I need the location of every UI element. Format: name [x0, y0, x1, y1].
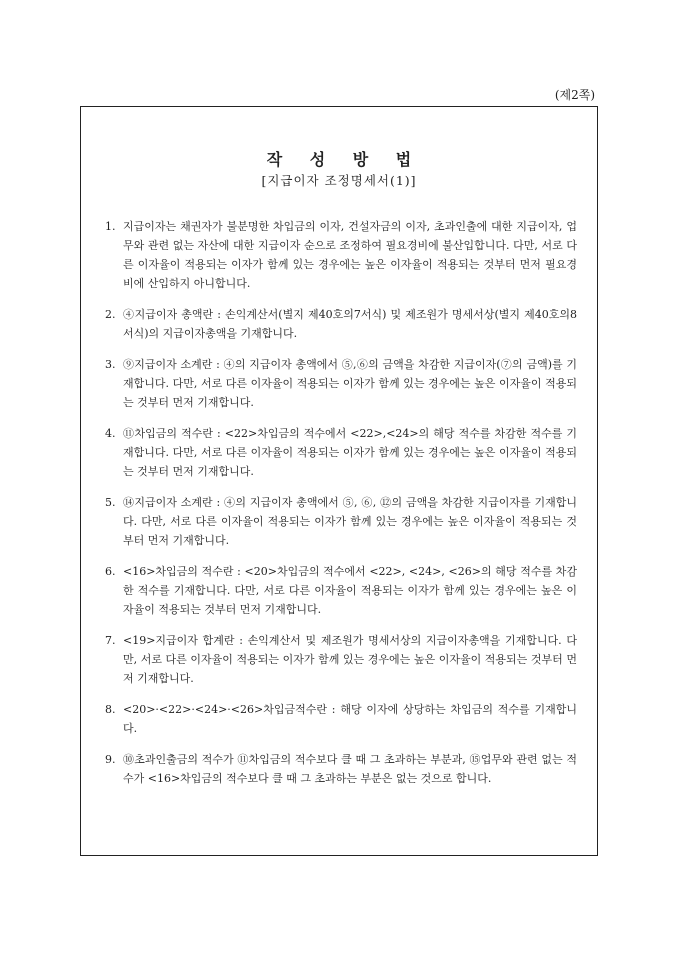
- instruction-item: [105, 305, 577, 343]
- item-number: 3.: [105, 358, 116, 371]
- document-title: 작 성 방 법: [266, 150, 423, 169]
- item-number: 9.: [105, 753, 116, 766]
- item-text: ⑩초과인출금의 적수가 ⑪차입금의 적수보다 클 때 그 초과하는 부분과, ⑮업무와 관련 없는 적수가 <16>차입금의 적수보다 클 때 그 초과하는 부분은 없는 것으로 합니다.: [123, 753, 577, 785]
- instruction-item: [105, 562, 577, 619]
- item-number: 7.: [105, 634, 116, 647]
- instruction-item: [105, 700, 577, 738]
- instruction-item: [105, 355, 577, 412]
- document-subtitle: [지급이자 조정명세서(1)]: [261, 173, 417, 188]
- item-number: 6.: [105, 565, 116, 578]
- page-number-label: (제2쪽): [554, 88, 595, 102]
- item-text: <16>차입금의 적수란 : <20>차입금의 적수에서 <22>, <24>, <26>의 해당 적수를 차감한 적수를 기재합니다. 다만, 서로 다른 이자율이 적용되는 이자가 함께 있는 경우에는 높은 이자율이 적용되는 것부터 먼저 기재합니다.: [123, 565, 577, 616]
- instruction-item: [105, 493, 577, 550]
- item-number: 8.: [105, 703, 116, 716]
- instruction-item: [105, 631, 577, 688]
- item-text: ⑪차입금의 적수란 : <22>차입금의 적수에서 <22>,<24>의 해당 적수를 차감한 적수를 기재합니다. 다만, 서로 다른 이자율이 적용되는 이자가 함께 있는 경우에는 높은 이자율이 적용되는 것부터 먼저 기재합니다.: [123, 427, 577, 478]
- instruction-item: [105, 750, 577, 788]
- item-text: ⑨지급이자 소계란 : ④의 지급이자 총액에서 ⑤,⑥의 금액을 차감한 지급이자(⑦의 금액)를 기재합니다. 다만, 서로 다른 이자율이 적용되는 이자가 함께 있는 경우에는 높은 이자율이 적용되는 것부터 먼저 기재합니다.: [123, 358, 577, 409]
- item-text: <20>·<22>·<24>·<26>차입금적수란 : 해당 이자에 상당하는 차입금의 적수를 기재합니다.: [123, 703, 577, 735]
- item-text: 지급이자는 채권자가 불분명한 차입금의 이자, 건설자금의 이자, 초과인출에 대한 지급이자, 업무와 관련 없는 자산에 대한 지급이자 순으로 조정하여 필요경비에 불산입합니다. 다만, 서로 다른 이자율이 적용되는 이자가 함께 있는 경우에는 높은 이자율이 적용되는 것부터 먼저 필요경비에 산입하지 아니합니다.: [123, 220, 577, 290]
- item-number: 4.: [105, 427, 116, 440]
- item-text: ④지급이자 총액란 : 손익계산서(별지 제40호의7서식) 및 제조원가 명세서상(별지 제40호의8서식)의 지급이자총액을 기재합니다.: [123, 308, 577, 340]
- instruction-list: [105, 217, 577, 800]
- instruction-item: [105, 424, 577, 481]
- item-text: <19>지급이자 합계란 : 손익계산서 및 제조원가 명세서상의 지급이자총액을 기재합니다. 다만, 서로 다른 이자율이 적용되는 이자가 함께 있는 경우에는 높은 이자율이 적용되는 것부터 먼저 기재합니다.: [123, 634, 577, 685]
- document-frame: [80, 106, 598, 856]
- item-number: 5.: [105, 496, 116, 509]
- item-text: ⑭지급이자 소계란 : ④의 지급이자 총액에서 ⑤, ⑥, ⑫의 금액을 차감한 지급이자를 기재합니다. 다만, 서로 다른 이자율이 적용되는 이자가 함께 있는 경우에는 높은 이자율이 적용되는 것부터 먼저 기재합니다.: [123, 496, 577, 547]
- item-number: 2.: [105, 308, 116, 321]
- instruction-item: [105, 217, 577, 293]
- item-number: 1.: [105, 220, 116, 233]
